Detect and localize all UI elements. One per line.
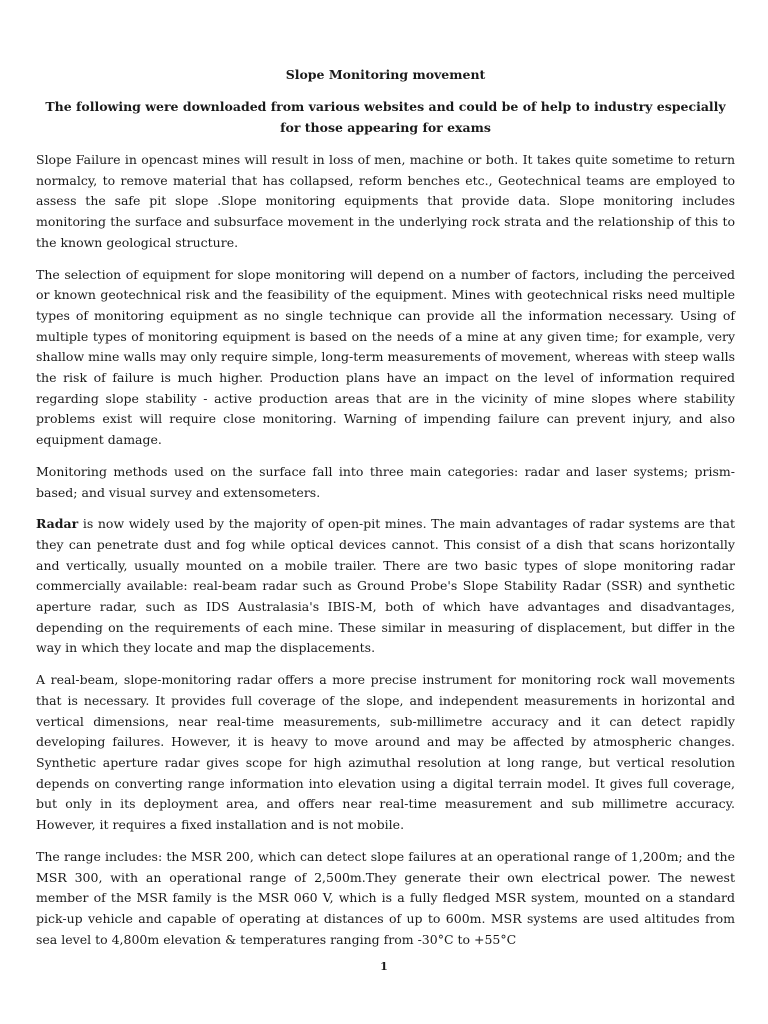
paragraph-text: A real-beam, slope-monitoring radar offers a more precise instrument for monitoring rock wall movements that is necessary. It provides full coverage of the slope, and independent measurements in horizontal and vertical dimensions, near real-time measurements, sub-millimetre accuracy and it can detect rapidly developing failures. However, it is heavy to move around and may be affected by atmospheric changes. Synthetic aperture radar gives scope for high azimuthal resolution at long range, but vertical resolution depends on converting range information into elevation using a digital terrain model. It gives full coverage, but only in its deployment area, and offers near real-time measurement and sub millimetre accuracy. However, it requires a fixed installation and is not mobile. (36, 672, 735, 833)
paragraph-text: is now widely used by the majority of open-pit mines. The main advantages of radar systems are that they can penetrate dust and fog while optical devices cannot. This consist of a dish that scans horizontally and vertically, usually mounted on a mobile trailer. There are two basic types of slope monitoring radar commercially available: real-beam radar such as Ground Probe's Slope Stability Radar (SSR) and synthetic aperture radar, such as IDS Australasia's IBIS-M, both of which have advantages and disadvantages, depending on the requirements of each mine. These similar in measuring of displacement, but differ in the way in which they locate and map the displacements. (36, 516, 735, 656)
paragraph-text: Monitoring methods used on the surface fall into three main categories: radar and laser systems; prism-based; and visual survey and extensometers. (36, 463, 735, 500)
paragraph-real-beam-radar (36, 670, 735, 836)
document-title: Slope Monitoring movement (285, 67, 486, 82)
paragraph-lead-term: Radar (36, 516, 79, 532)
paragraph-text: The range includes: the MSR 200, which can detect slope failures at an operational range of 1,200m; and the MSR 300, with an operational range of 2,500m.They generate their own electrical power. The newest member of the MSR family is the MSR 060 V, which is a fully fledged MSR system, mounted on a standard pick-up vehicle and capable of operating at distances of up to 600m. MSR systems are used altitudes from sea level to 4,800m elevation & temperatures ranging from -30°C to +55°C (36, 848, 735, 947)
paragraph-monitoring-methods (36, 462, 735, 503)
paragraph-intro (36, 150, 735, 254)
document-subtitle: The following were downloaded from various websites and could be of help to industry especially for those appearing for exams (45, 99, 726, 135)
page-number: 1 (380, 960, 388, 973)
paragraph-radar (36, 514, 735, 659)
paragraph-msr-range (36, 847, 735, 951)
paragraph-equipment-selection (36, 265, 735, 451)
paragraph-text: The selection of equipment for slope monitoring will depend on a number of factors, including the perceived or known geotechnical risk and the feasibility of the equipment. Mines with geotechnical risks need multiple types of monitoring equipment as no single technique can provide all the information necessary. Using of multiple types of monitoring equipment is based on the needs of a mine at any given time; for example, very shallow mine walls may only require simple, long-term measurements of movement, whereas with steep walls the risk of failure is much higher. Production plans have an impact on the level of information required regarding slope stability - active production areas that are in the vicinity of mine slopes where stability problems exist will require close monitoring. Warning of impending failure can prevent injury, and also equipment damage. (36, 266, 735, 448)
paragraph-text: Slope Failure in opencast mines will result in loss of men, machine or both. It takes quite sometime to return normalcy, to remove material that has collapsed, reform benches etc., Geotechnical teams are employed to assess the safe pit slope .Slope monitoring equipments that provide data. Slope monitoring includes monitoring the surface and subsurface movement in the underlying rock strata and the relationship of this to the known geological structure. (36, 152, 735, 250)
